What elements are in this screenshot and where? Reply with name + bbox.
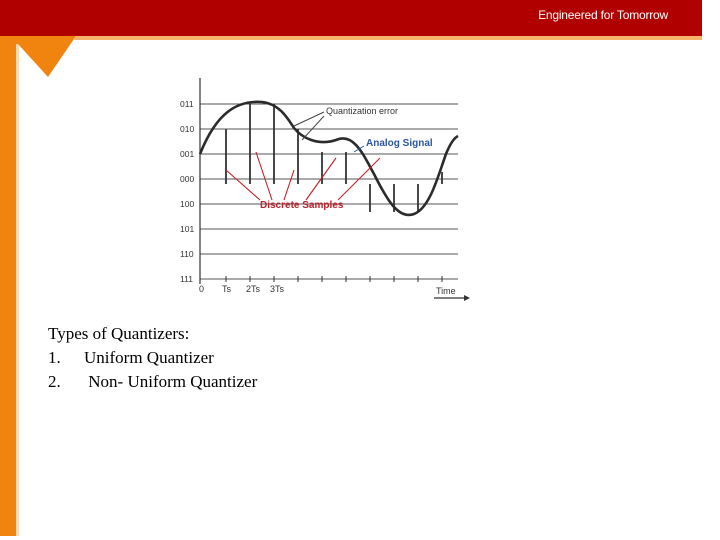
x-tick-label: 3Ts — [270, 284, 285, 294]
x-tick-label: Ts — [222, 284, 231, 294]
quantization-levels — [180, 99, 458, 284]
item-text: Non- Uniform Quantizer — [84, 372, 258, 391]
x-tick-label: 2Ts — [246, 284, 261, 294]
quantization-error-label: Quantization error — [326, 106, 399, 116]
quantizer-heading: Types of Quantizers: — [48, 324, 190, 343]
level-label: 000 — [180, 174, 195, 184]
level-label: 101 — [180, 224, 195, 234]
time-axis-label: Time — [436, 286, 456, 296]
level-label: 001 — [180, 149, 195, 159]
level-label: 100 — [180, 199, 195, 209]
header-underline — [74, 36, 702, 40]
level-label: 110 — [180, 249, 194, 259]
quantization-diagram — [176, 74, 476, 304]
x-tick-labels — [199, 284, 285, 294]
left-stripe-shadow — [16, 36, 19, 536]
quantizer-types — [48, 322, 257, 394]
level-label: 010 — [180, 124, 195, 134]
quantizer-item-2 — [48, 370, 257, 394]
time-arrow-head — [464, 295, 470, 301]
level-label: 011 — [180, 99, 194, 109]
quantizer-item-1 — [48, 346, 257, 370]
discrete-samples-label: Discrete Samples — [260, 200, 344, 211]
level-label: 111 — [180, 274, 193, 284]
analog-signal-curve — [200, 102, 458, 215]
left-stripe — [0, 36, 16, 536]
item-number: 2. — [48, 372, 61, 391]
item-text: Uniform Quantizer — [84, 348, 214, 367]
analog-signal-label: Analog Signal — [366, 138, 433, 149]
tagline: Engineered for Tomorrow — [538, 8, 668, 22]
item-number: 1. — [48, 348, 61, 367]
x-tick-label: 0 — [199, 284, 205, 294]
